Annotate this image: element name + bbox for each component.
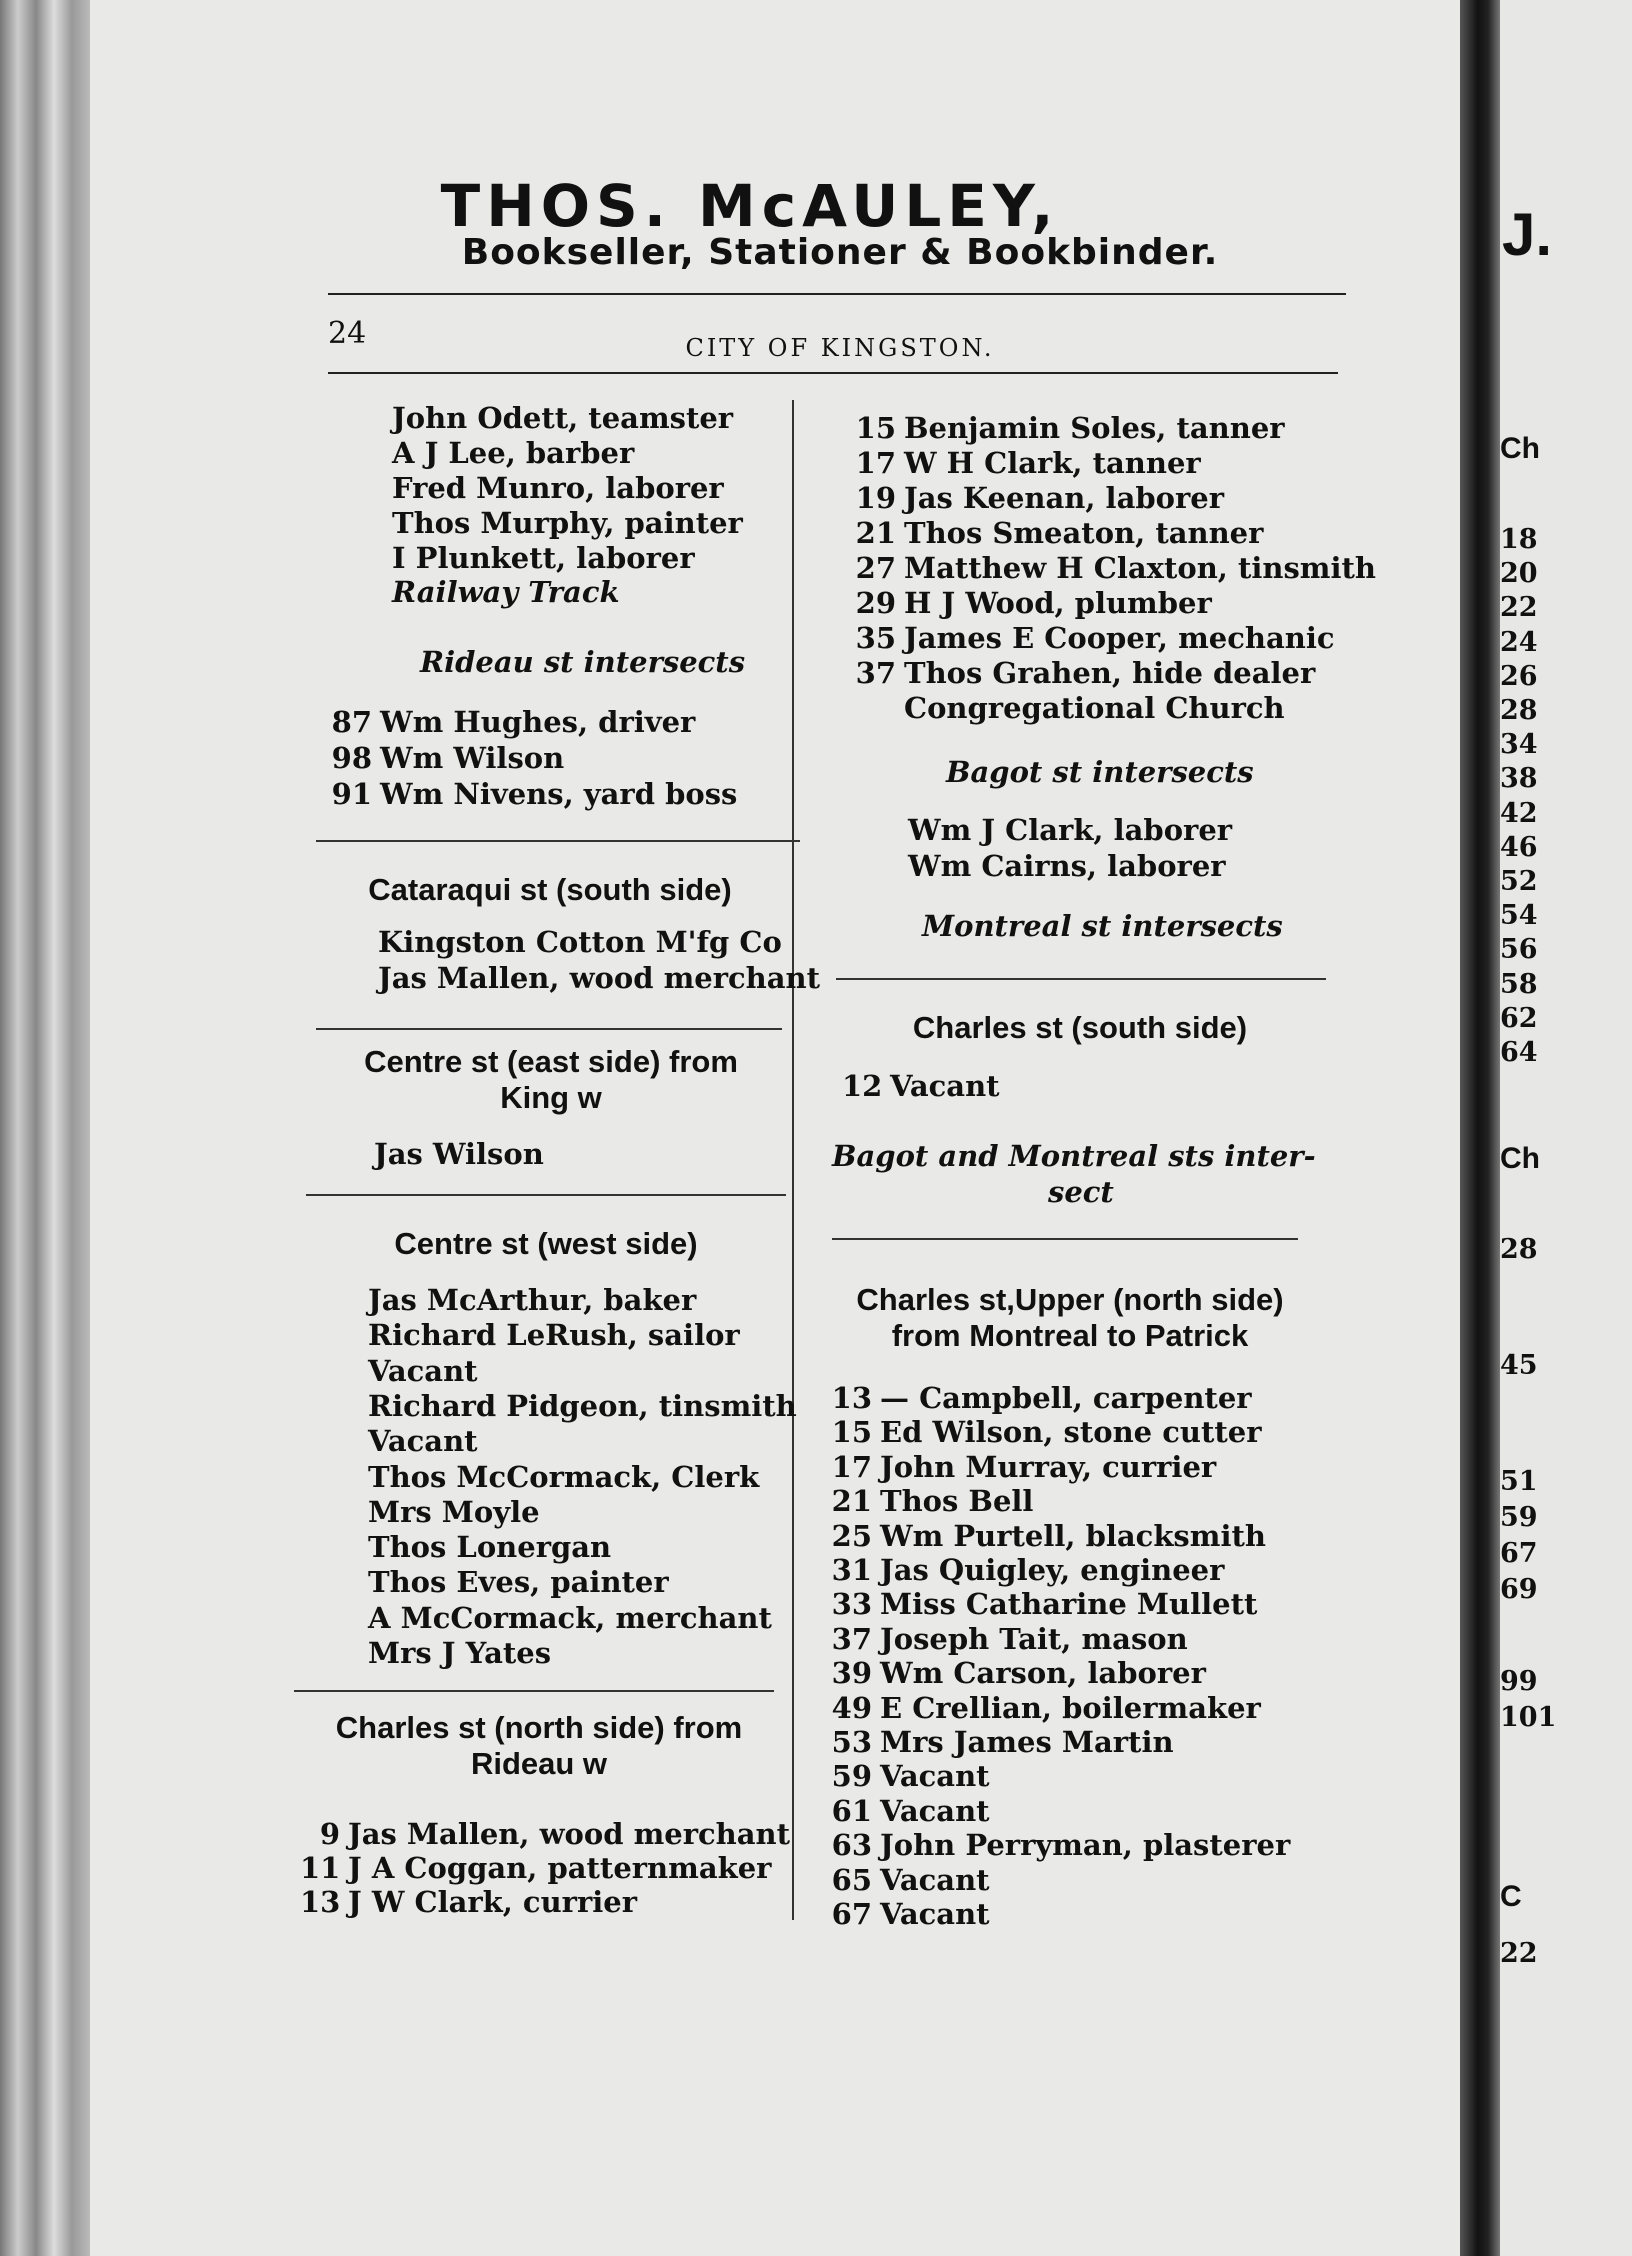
house-number: 15 xyxy=(855,411,896,445)
directory-entry xyxy=(300,1816,790,1852)
house-number: 61 xyxy=(831,1793,872,1828)
house-number: 31 xyxy=(831,1553,872,1587)
directory-entry xyxy=(826,1758,990,1794)
directory-entry: Thos Lonergan xyxy=(368,1530,612,1565)
directory-entry xyxy=(826,1827,1290,1863)
book-spine xyxy=(0,0,90,2256)
centre-east-heading: Centre st (east side) from xyxy=(364,1044,738,1079)
occupant-name: Vacant xyxy=(880,1793,990,1828)
advert-name: THOS. McAULEY, xyxy=(440,172,1060,240)
house-number: 49 xyxy=(831,1690,872,1725)
house-number: 29 xyxy=(855,586,896,620)
directory-entry xyxy=(826,1896,990,1932)
directory-entry: Thos Eves, painter xyxy=(368,1565,669,1600)
adjacent-page xyxy=(1500,0,1632,2256)
directory-entry: I Plunkett, laborer xyxy=(392,541,695,575)
occupant-name: Vacant xyxy=(880,1862,990,1897)
next-page-number: 26 xyxy=(1500,660,1538,692)
next-page-heading-2: Ch xyxy=(1500,1142,1540,1175)
house-number: 63 xyxy=(831,1828,872,1863)
directory-entry: Fred Munro, laborer xyxy=(392,471,724,505)
next-page-number: 99 xyxy=(1500,1666,1538,1697)
rideau-intersects-note: Rideau st intersects xyxy=(420,645,746,679)
next-page-number: 28 xyxy=(1500,695,1538,726)
house-number: 13 xyxy=(831,1381,872,1415)
section-rule xyxy=(316,1028,782,1030)
house-number: 35 xyxy=(855,621,896,655)
next-page-heading-1: Ch xyxy=(1500,432,1540,465)
directory-entry xyxy=(852,480,1224,516)
occupant-name: Wm Carson, laborer xyxy=(880,1656,1206,1691)
next-page-number: 18 xyxy=(1500,524,1538,555)
next-page-number: 24 xyxy=(1500,626,1538,658)
charles-upper-heading-2: from Montreal to Patrick xyxy=(891,1318,1249,1353)
directory-entry xyxy=(826,1621,1188,1657)
bagot-montreal-note-2: sect xyxy=(1048,1175,1114,1209)
next-page-number: 69 xyxy=(1500,1574,1538,1605)
occupant-name: Ed Wilson, stone cutter xyxy=(880,1415,1262,1450)
next-page-number: 52 xyxy=(1500,866,1538,897)
bagot-montreal-note: Bagot and Montreal sts inter- xyxy=(832,1139,1316,1173)
directory-entry: Thos Murphy, painter xyxy=(392,506,743,540)
house-number: 17 xyxy=(831,1449,872,1484)
advert-subtitle: Bookseller, Stationer & Bookbinder. xyxy=(461,232,1219,273)
directory-entry: Kingston Cotton M'fg Co xyxy=(378,925,782,959)
centre-west-heading: Centre st (west side) xyxy=(394,1226,698,1261)
house-number: 13 xyxy=(300,1885,341,1919)
section-rule xyxy=(832,1238,1298,1240)
occupant-name: John Perryman, plasterer xyxy=(880,1828,1291,1863)
occupant-name: Vacant xyxy=(880,1897,990,1931)
montreal-intersects-note: Montreal st intersects xyxy=(922,909,1283,943)
directory-entry: Mrs J Yates xyxy=(368,1636,552,1670)
house-number: 33 xyxy=(831,1587,872,1622)
directory-entry xyxy=(826,1655,1206,1691)
cataraqui-heading: Cataraqui st (south side) xyxy=(368,872,732,907)
next-page-number: 101 xyxy=(1500,1702,1557,1733)
directory-entry: Wm J Clark, laborer xyxy=(908,813,1233,847)
advert-rule xyxy=(328,293,1346,295)
occupant-name: Thos Bell xyxy=(880,1484,1034,1519)
occupant-name: Jas Quigley, engineer xyxy=(880,1553,1225,1587)
directory-entry xyxy=(852,655,1315,691)
directory-entry xyxy=(326,704,695,740)
house-number: 12 xyxy=(842,1069,883,1103)
section-rule xyxy=(294,1690,774,1692)
house-number: 27 xyxy=(855,551,896,585)
next-page-heading-3: C xyxy=(1500,1880,1522,1913)
house-number: 21 xyxy=(855,516,896,550)
house-number: 25 xyxy=(831,1518,872,1553)
directory-entry: Richard LeRush, sailor xyxy=(368,1318,740,1353)
occupant-name: Thos Smeaton, tanner xyxy=(904,516,1264,550)
charles-south-heading: Charles st (south side) xyxy=(912,1010,1248,1045)
directory-entry xyxy=(852,690,1285,726)
house-number: 19 xyxy=(855,481,896,515)
directory-entry xyxy=(826,1414,1261,1450)
directory-entry xyxy=(826,1518,1266,1554)
page-gutter xyxy=(1460,0,1500,2256)
running-head: CITY OF KINGSTON. xyxy=(685,334,995,362)
directory-entry xyxy=(826,1793,990,1829)
house-number: 59 xyxy=(831,1759,872,1794)
directory-entry: Wm Cairns, laborer xyxy=(908,849,1226,883)
railway-track-note: Railway Track xyxy=(392,575,620,609)
directory-entry: Vacant xyxy=(368,1424,478,1459)
next-page-number-last: 22 xyxy=(1500,1938,1538,1969)
section-rule xyxy=(306,1194,786,1196)
house-number: 67 xyxy=(831,1897,872,1931)
occupant-name: Vacant xyxy=(890,1069,1000,1103)
next-page-number: 59 xyxy=(1500,1502,1538,1533)
next-page-number: 38 xyxy=(1500,763,1538,795)
house-number: 98 xyxy=(331,741,372,775)
next-page-number: 20 xyxy=(1500,558,1538,590)
next-page-number: 42 xyxy=(1500,797,1538,829)
directory-entry xyxy=(326,740,564,776)
header-rule xyxy=(328,372,1338,374)
occupant-name: Congregational Church xyxy=(904,691,1285,725)
directory-entry: Mrs Moyle xyxy=(368,1494,540,1529)
occupant-name: Wm Wilson xyxy=(380,741,565,775)
occupant-name: W H Clark, tanner xyxy=(904,446,1201,480)
charles-north-heading-2: Rideau w xyxy=(470,1746,608,1781)
house-number: 53 xyxy=(831,1725,872,1759)
directory-entry xyxy=(826,1690,1261,1726)
directory-entry: Jas McArthur, baker xyxy=(368,1283,697,1317)
occupant-name: James E Cooper, mechanic xyxy=(904,621,1335,655)
next-page-number: 54 xyxy=(1500,900,1538,932)
next-page-letter: J. xyxy=(1502,201,1553,268)
directory-entry xyxy=(852,515,1263,551)
directory-entry: Jas Wilson xyxy=(374,1137,544,1171)
directory-entry xyxy=(852,620,1335,656)
house-number: 11 xyxy=(300,1851,341,1885)
directory-entry xyxy=(852,445,1201,481)
directory-entry xyxy=(826,1483,1033,1519)
occupant-name: Wm Nivens, yard boss xyxy=(380,777,738,811)
occupant-name: Jas Keenan, laborer xyxy=(904,481,1224,515)
bagot-intersects-note: Bagot st intersects xyxy=(946,755,1254,789)
house-number: 15 xyxy=(831,1415,872,1450)
house-number: 39 xyxy=(831,1656,872,1691)
next-page-number: 46 xyxy=(1500,831,1538,863)
page-number: 24 xyxy=(328,316,367,351)
charles-upper-heading: Charles st,Upper (north side) xyxy=(856,1282,1284,1317)
house-number: 87 xyxy=(331,705,372,739)
directory-entry xyxy=(326,776,737,812)
section-rule xyxy=(836,978,1326,980)
directory-entry xyxy=(826,1586,1257,1622)
occupant-name: Vacant xyxy=(880,1759,990,1794)
occupant-name: Wm Purtell, blacksmith xyxy=(880,1518,1266,1553)
occupant-name: Joseph Tait, mason xyxy=(880,1621,1188,1656)
charles-north-heading: Charles st (north side) from xyxy=(335,1710,743,1745)
directory-entry xyxy=(826,1380,1252,1416)
directory-entry: Vacant xyxy=(368,1353,478,1388)
directory-entry: A McCormack, merchant xyxy=(368,1600,772,1635)
directory-entry xyxy=(852,410,1285,446)
next-page-number: 51 xyxy=(1500,1466,1538,1497)
next-page-number: 28 xyxy=(1500,1234,1538,1265)
house-number: 17 xyxy=(855,446,896,480)
occupant-name: — Campbell, carpenter xyxy=(880,1381,1252,1415)
occupant-name: Matthew H Claxton, tinsmith xyxy=(904,551,1376,585)
occupant-name: Jas Mallen, wood merchant xyxy=(348,1817,791,1851)
directory-entry: John Odett, teamster xyxy=(392,401,734,435)
directory-entry xyxy=(300,1884,637,1920)
directory-entry: Richard Pidgeon, tinsmith xyxy=(368,1388,797,1423)
next-page-number: 58 xyxy=(1500,968,1538,1000)
directory-entry xyxy=(826,1449,1216,1485)
next-page-number: 67 xyxy=(1500,1538,1538,1569)
section-rule xyxy=(316,840,800,842)
occupant-name: Wm Hughes, driver xyxy=(380,705,696,739)
next-page-number: 22 xyxy=(1500,592,1538,624)
occupant-name: Benjamin Soles, tanner xyxy=(904,411,1285,445)
next-page-number: 34 xyxy=(1500,729,1538,761)
occupant-name: E Crellian, boilermaker xyxy=(880,1690,1261,1725)
next-page-number: 56 xyxy=(1500,934,1538,966)
directory-entry: Jas Mallen, wood merchant xyxy=(378,961,821,995)
occupant-name: Mrs James Martin xyxy=(880,1725,1174,1759)
directory-entry xyxy=(300,1850,771,1886)
next-page-number: 62 xyxy=(1500,1002,1538,1034)
directory-entry: Thos McCormack, Clerk xyxy=(368,1459,760,1494)
directory-entry: A J Lee, barber xyxy=(392,436,635,470)
house-number: 21 xyxy=(831,1484,872,1519)
directory-entry xyxy=(826,1552,1224,1588)
house-number: 65 xyxy=(831,1862,872,1897)
directory-entry xyxy=(852,585,1212,621)
next-page-number: 45 xyxy=(1500,1350,1538,1381)
directory-entry xyxy=(842,1068,1000,1104)
centre-east-heading-2: King w xyxy=(500,1080,602,1115)
house-number: 91 xyxy=(331,777,372,811)
column-divider xyxy=(792,400,794,1920)
occupant-name: H J Wood, plumber xyxy=(904,586,1212,620)
directory-entry xyxy=(826,1862,990,1898)
occupant-name: Thos Grahen, hide dealer xyxy=(904,656,1316,690)
house-number: 9 xyxy=(319,1817,340,1851)
occupant-name: J A Coggan, patternmaker xyxy=(348,1851,772,1885)
directory-entry xyxy=(852,550,1376,586)
directory-entry xyxy=(826,1724,1174,1760)
next-page-number: 64 xyxy=(1500,1037,1538,1068)
occupant-name: Miss Catharine Mullett xyxy=(880,1587,1258,1622)
house-number: 37 xyxy=(855,656,896,690)
occupant-name: J W Clark, currier xyxy=(348,1885,637,1919)
house-number: 37 xyxy=(831,1621,872,1656)
occupant-name: John Murray, currier xyxy=(880,1449,1217,1484)
